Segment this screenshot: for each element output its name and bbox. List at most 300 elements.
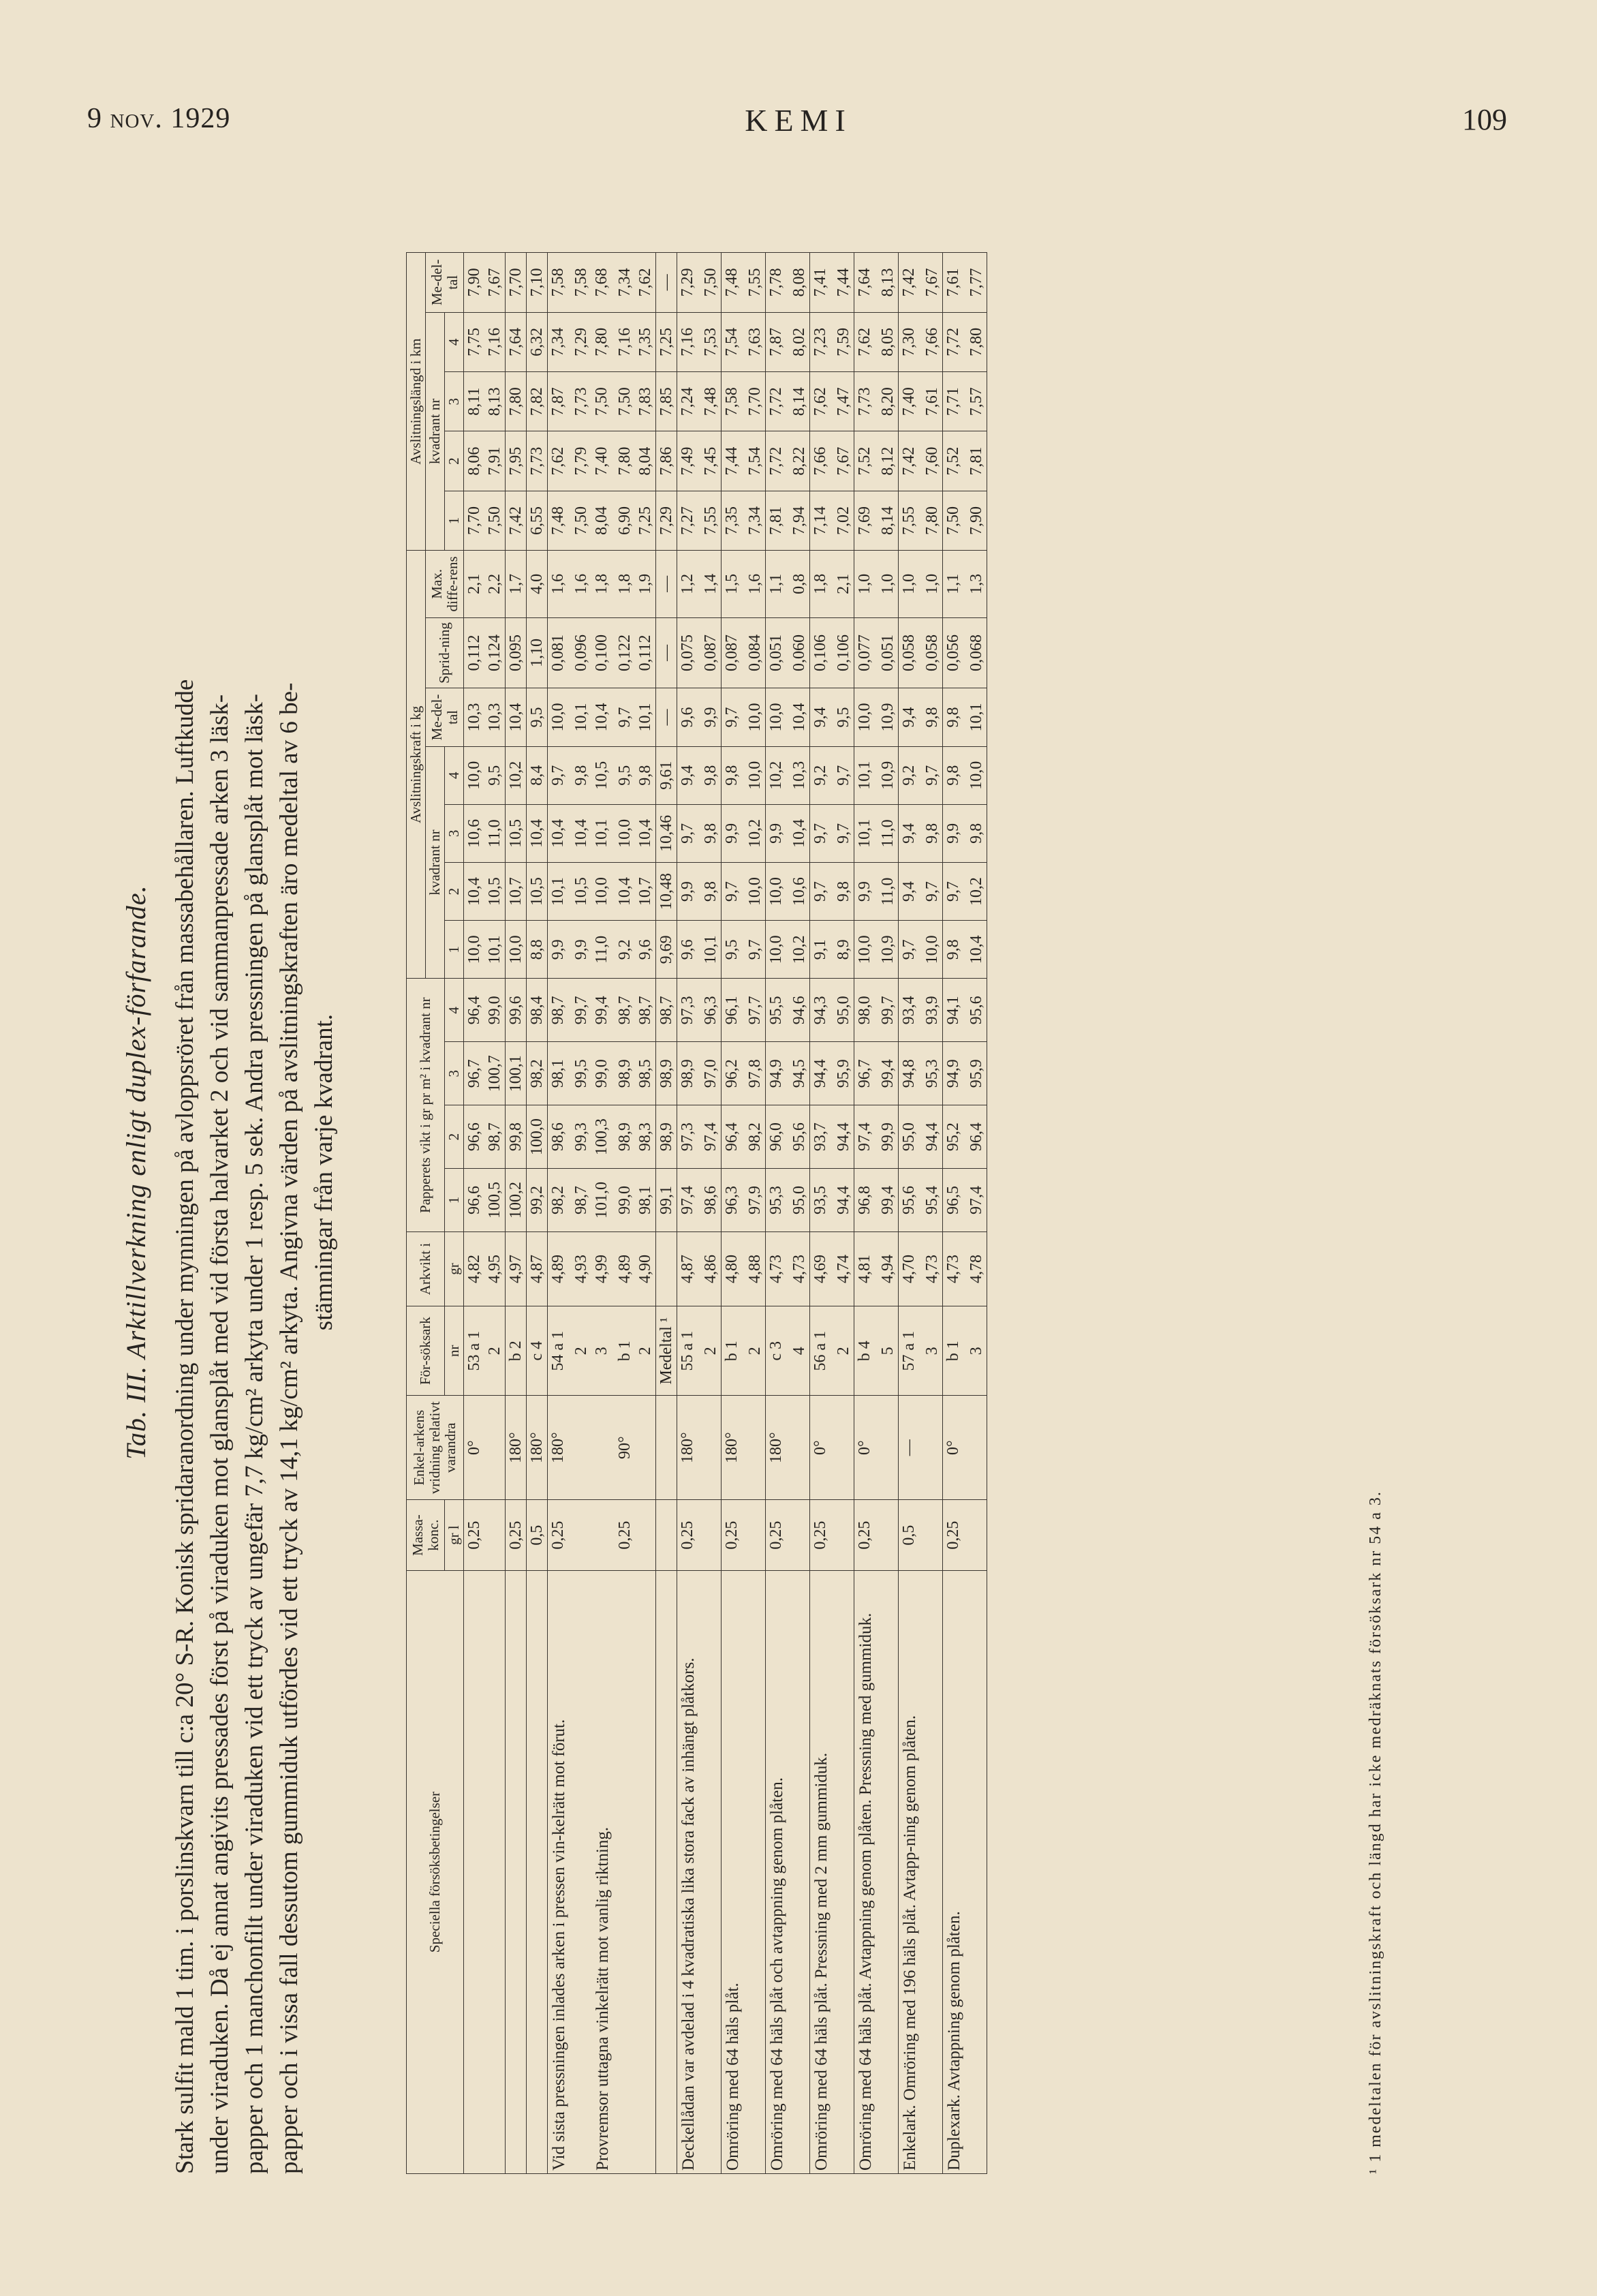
cell-kraft-q1: 9,6	[677, 921, 701, 979]
cell-kraft-q4: 10,1	[854, 746, 878, 804]
cell-spridning: 0,124	[484, 617, 506, 688]
cell-arkvikt: 4,99	[591, 1231, 615, 1306]
cell-vikt-q1: 96,3	[722, 1169, 745, 1232]
cell-kraft-q2: 10,48	[656, 863, 677, 921]
table-row	[899, 253, 922, 2174]
cell-langd-q2: 7,40	[591, 431, 615, 491]
intro-line: Stark sulfit mald 1 tim. i porslinskvarn till c:a 20° S-R. Konisk spridaranordning under mynningen på avloppsröret från massabehållaren. Luftkudde	[171, 679, 199, 2174]
cell-maxdiff: 1,0	[922, 551, 943, 617]
cell-conditions	[878, 1571, 899, 2174]
cell-langd-medeltal: 8,08	[789, 253, 810, 313]
header-journal: KEMI	[745, 103, 852, 138]
cell-enkel: 180°	[548, 1396, 572, 1500]
cell-vikt-q4: 96,4	[464, 979, 485, 1042]
cell-arkvikt: 4,97	[506, 1231, 527, 1306]
cell-forsok: c 4	[527, 1306, 548, 1396]
cell-kraft-q2: 10,7	[635, 863, 656, 921]
cell-kraft-q2: 10,2	[966, 863, 987, 921]
cell-langd-q1: 7,50	[943, 491, 967, 550]
cell-vikt-q3: 98,2	[527, 1042, 548, 1105]
rotated-table-section	[120, 170, 1401, 2174]
cell-vikt-q2: 98,7	[484, 1105, 506, 1169]
col-massa: Massa-konc.	[407, 1500, 445, 1571]
cell-conditions: Omröring med 64 häls plåt. Pressning med 2 mm gummiduk.	[810, 1571, 834, 2174]
cell-langd-q4: 7,64	[506, 312, 527, 371]
cell-langd-q2: 7,44	[722, 431, 745, 491]
cell-vikt-q2: 95,2	[943, 1105, 967, 1169]
cell-langd-q4: 7,25	[656, 312, 677, 371]
cell-enkel: 180°	[527, 1396, 548, 1500]
cell-maxdiff: 1,8	[591, 551, 615, 617]
cell-langd-medeltal: 8,13	[878, 253, 899, 313]
cell-forsok: 2	[635, 1306, 656, 1396]
table-row	[615, 253, 635, 2174]
cell-arkvikt: 4,73	[943, 1231, 967, 1306]
cell-arkvikt: 4,78	[966, 1231, 987, 1306]
cell-langd-q2: 7,66	[810, 431, 834, 491]
cell-langd-q3: 7,40	[899, 372, 922, 431]
cell-spridning: 0,106	[810, 617, 834, 688]
cell-spridning: 0,122	[615, 617, 635, 688]
cell-langd-medeltal: 7,90	[464, 253, 485, 313]
cell-kraft-q3: 10,5	[506, 804, 527, 862]
cell-massa	[922, 1500, 943, 1571]
cell-langd-q4: 7,23	[810, 312, 834, 371]
cell-kraft-q4: 9,2	[899, 746, 922, 804]
cell-langd-q3: 7,58	[722, 372, 745, 431]
cell-langd-medeltal: 7,61	[943, 253, 967, 313]
cell-langd-q1: 7,34	[745, 491, 766, 550]
cell-vikt-q2: 99,3	[571, 1105, 591, 1169]
cell-kraft-q2: 10,0	[766, 863, 790, 921]
cell-maxdiff: 2,1	[464, 551, 485, 617]
cell-langd-q4: 7,62	[854, 312, 878, 371]
cell-kraft-q2: 10,4	[615, 863, 635, 921]
cell-massa: 0,25	[810, 1500, 834, 1571]
cell-langd-q2: 7,79	[571, 431, 591, 491]
cell-vikt-q1: 96,6	[464, 1169, 485, 1232]
cell-langd-q1: 7,42	[506, 491, 527, 550]
cell-vikt-q4: 94,1	[943, 979, 967, 1042]
cell-vikt-q4: 93,4	[899, 979, 922, 1042]
cell-vikt-q3: 96,7	[464, 1042, 485, 1105]
cell-langd-q1: 6,90	[615, 491, 635, 550]
cell-langd-q3: 7,72	[766, 372, 790, 431]
cell-kraft-q3: 9,8	[922, 804, 943, 862]
cell-vikt-q2: 94,4	[833, 1105, 854, 1169]
col-langd-q2: 2	[445, 431, 464, 491]
table-row	[833, 253, 854, 2174]
col-kraft-q1: 1	[445, 921, 464, 979]
cell-forsok: 55 a 1	[677, 1306, 701, 1396]
col-arkvikt-unit: gr	[445, 1231, 464, 1306]
cell-langd-q2: 7,54	[745, 431, 766, 491]
cell-vikt-q1: 93,5	[810, 1169, 834, 1232]
cell-vikt-q2: 100,0	[527, 1105, 548, 1169]
cell-forsok: 2	[833, 1306, 854, 1396]
cell-langd-q4: 7,87	[766, 312, 790, 371]
cell-maxdiff: 1,6	[571, 551, 591, 617]
cell-langd-q1: 6,55	[527, 491, 548, 550]
cell-enkel: 0°	[810, 1396, 834, 1500]
cell-kraft-q1: 9,5	[722, 921, 745, 979]
cell-langd-medeltal: 7,58	[548, 253, 572, 313]
cell-vikt-q3: 95,3	[922, 1042, 943, 1105]
cell-kraft-q1: 10,0	[922, 921, 943, 979]
cell-conditions	[922, 1571, 943, 2174]
cell-langd-q1: 7,48	[548, 491, 572, 550]
cell-kraft-q2: 10,4	[464, 863, 485, 921]
cell-kraft-medeltal: 9,8	[943, 688, 967, 746]
cell-vikt-q1: 101,0	[591, 1169, 615, 1232]
cell-conditions	[484, 1571, 506, 2174]
cell-enkel	[656, 1396, 677, 1500]
cell-langd-q2: 7,62	[548, 431, 572, 491]
cell-langd-q4: 7,53	[700, 312, 722, 371]
cell-kraft-q3: 9,7	[833, 804, 854, 862]
cell-kraft-medeltal: 10,0	[854, 688, 878, 746]
cell-kraft-medeltal: 10,0	[745, 688, 766, 746]
table-row	[810, 253, 834, 2174]
cell-massa	[789, 1500, 810, 1571]
cell-langd-q3: 7,85	[656, 372, 677, 431]
cell-spridning: 0,106	[833, 617, 854, 688]
cell-kraft-q4: 9,8	[571, 746, 591, 804]
cell-langd-q2: 8,04	[635, 431, 656, 491]
cell-massa: 0,5	[527, 1500, 548, 1571]
cell-vikt-q4: 96,1	[722, 979, 745, 1042]
cell-kraft-q3: 10,4	[789, 804, 810, 862]
cell-langd-q2: 7,42	[899, 431, 922, 491]
cell-kraft-q1: 11,0	[591, 921, 615, 979]
cell-conditions	[571, 1571, 591, 2174]
cell-vikt-q2: 98,2	[745, 1105, 766, 1169]
cell-forsok: 5	[878, 1306, 899, 1396]
col-spridning: Sprid-ning	[426, 617, 464, 688]
cell-kraft-medeltal: 10,0	[766, 688, 790, 746]
cell-vikt-q3: 99,4	[878, 1042, 899, 1105]
cell-massa: 0,25	[722, 1500, 745, 1571]
cell-kraft-medeltal: 9,7	[722, 688, 745, 746]
cell-maxdiff: 1,5	[722, 551, 745, 617]
cell-vikt-q1: 96,8	[854, 1169, 878, 1232]
table-row	[527, 253, 548, 2174]
cell-massa: 0,25	[615, 1500, 635, 1571]
cell-langd-q4: 7,72	[943, 312, 967, 371]
cell-vikt-q3: 96,2	[722, 1042, 745, 1105]
cell-enkel: 0°	[943, 1396, 967, 1500]
cell-enkel	[922, 1396, 943, 1500]
cell-conditions	[833, 1571, 854, 2174]
cell-kraft-q3: 11,0	[878, 804, 899, 862]
cell-forsok: 3	[922, 1306, 943, 1396]
cell-vikt-q1: 99,0	[615, 1169, 635, 1232]
cell-kraft-medeltal: 9,8	[922, 688, 943, 746]
col-vikt-q2: 2	[445, 1105, 464, 1169]
cell-langd-q4: 7,34	[548, 312, 572, 371]
cell-spridning: 0,068	[966, 617, 987, 688]
cell-conditions	[789, 1571, 810, 2174]
cell-kraft-q1: 10,1	[700, 921, 722, 979]
cell-langd-q4: 8,05	[878, 312, 899, 371]
cell-enkel	[571, 1396, 591, 1500]
cell-langd-q4: 7,16	[484, 312, 506, 371]
cell-kraft-medeltal: 10,1	[571, 688, 591, 746]
cell-vikt-q1: 97,4	[966, 1169, 987, 1232]
cell-langd-medeltal: 7,41	[810, 253, 834, 313]
cell-massa: 0,5	[899, 1500, 922, 1571]
cell-langd-medeltal: 7,10	[527, 253, 548, 313]
cell-vikt-q2: 96,4	[966, 1105, 987, 1169]
cell-langd-q3: 7,73	[854, 372, 878, 431]
cell-maxdiff: 1,3	[966, 551, 987, 617]
cell-kraft-q1: 10,0	[506, 921, 527, 979]
cell-kraft-q3: 9,8	[700, 804, 722, 862]
results-table-body	[464, 253, 987, 2174]
cell-enkel	[789, 1396, 810, 1500]
cell-arkvikt: 4,87	[527, 1231, 548, 1306]
cell-langd-medeltal: 7,29	[677, 253, 701, 313]
cell-massa	[745, 1500, 766, 1571]
cell-kraft-q2: 10,5	[484, 863, 506, 921]
cell-enkel: —	[899, 1396, 922, 1500]
intro-line: papper och 1 manchonfilt under viraduken vid ett tryck av ungefär 7,7 kg/cm² arkyta under 1 resp. 5 sek. Andra pressningen på glansplåt mot läsk-	[241, 694, 268, 2174]
cell-vikt-q3: 98,9	[656, 1042, 677, 1105]
table-row	[745, 253, 766, 2174]
cell-kraft-q2: 9,9	[677, 863, 701, 921]
cell-kraft-q4: 9,4	[677, 746, 701, 804]
cell-arkvikt: 4,87	[677, 1231, 701, 1306]
cell-arkvikt	[656, 1231, 677, 1306]
cell-vikt-q3: 98,1	[548, 1042, 572, 1105]
cell-kraft-q1: 10,4	[966, 921, 987, 979]
cell-langd-medeltal: 7,64	[854, 253, 878, 313]
cell-forsok: 54 a 1	[548, 1306, 572, 1396]
cell-forsok: b 1	[943, 1306, 967, 1396]
cell-arkvikt: 4,89	[615, 1231, 635, 1306]
cell-kraft-medeltal: 10,1	[635, 688, 656, 746]
table-title: Tab. III. Arktillverkning enligt duplex-förfarande.	[121, 885, 151, 1460]
cell-kraft-q4: 9,5	[484, 746, 506, 804]
cell-forsok: 57 a 1	[899, 1306, 922, 1396]
cell-langd-q4: 7,54	[722, 312, 745, 371]
cell-kraft-q1: 9,7	[745, 921, 766, 979]
cell-kraft-q3: 9,7	[677, 804, 701, 862]
cell-kraft-q1: 9,9	[548, 921, 572, 979]
cell-forsok: 2	[484, 1306, 506, 1396]
cell-massa: 0,25	[766, 1500, 790, 1571]
cell-langd-q3: 8,11	[464, 372, 485, 431]
cell-kraft-q1: 10,0	[766, 921, 790, 979]
cell-langd-medeltal: 7,55	[745, 253, 766, 313]
table-row	[484, 253, 506, 2174]
cell-kraft-q3: 11,0	[484, 804, 506, 862]
cell-kraft-q2: 9,8	[700, 863, 722, 921]
cell-vikt-q4: 95,6	[966, 979, 987, 1042]
cell-kraft-q1: 10,9	[878, 921, 899, 979]
cell-kraft-q4: 9,5	[615, 746, 635, 804]
cell-langd-q4: 7,30	[899, 312, 922, 371]
col-enkel: Enkel-arkens vridning relativt varandra	[407, 1396, 464, 1500]
cell-enkel	[745, 1396, 766, 1500]
col-langd-q1: 1	[445, 491, 464, 550]
cell-langd-q4: 8,02	[789, 312, 810, 371]
cell-kraft-q3: 10,4	[571, 804, 591, 862]
cell-spridning: 0,056	[943, 617, 967, 688]
cell-kraft-medeltal: 9,6	[677, 688, 701, 746]
cell-kraft-q3: 10,1	[854, 804, 878, 862]
cell-forsok: 2	[700, 1306, 722, 1396]
cell-kraft-q3: 10,46	[656, 804, 677, 862]
cell-conditions: Deckellådan var avdelad i 4 kvadratiska lika stora fack av inhängt plåtkors.	[677, 1571, 701, 2174]
table-row	[943, 253, 967, 2174]
cell-maxdiff: 1,2	[677, 551, 701, 617]
cell-kraft-q4: 8,4	[527, 746, 548, 804]
cell-vikt-q4: 99,7	[571, 979, 591, 1042]
cell-langd-q2: 8,22	[789, 431, 810, 491]
cell-kraft-medeltal: 9,4	[810, 688, 834, 746]
cell-kraft-q4: 9,7	[548, 746, 572, 804]
cell-kraft-medeltal: 10,4	[789, 688, 810, 746]
cell-vikt-q2: 96,0	[766, 1105, 790, 1169]
table-row	[722, 253, 745, 2174]
cell-massa	[571, 1500, 591, 1571]
cell-vikt-q1: 99,2	[527, 1169, 548, 1232]
cell-arkvikt: 4,89	[548, 1231, 572, 1306]
cell-kraft-q3: 10,2	[745, 804, 766, 862]
cell-vikt-q1: 97,9	[745, 1169, 766, 1232]
cell-vikt-q4: 99,6	[506, 979, 527, 1042]
table-row	[966, 253, 987, 2174]
cell-langd-q1: 7,50	[484, 491, 506, 550]
cell-vikt-q3: 94,4	[810, 1042, 834, 1105]
cell-vikt-q1: 95,0	[789, 1169, 810, 1232]
cell-vikt-q2: 97,4	[700, 1105, 722, 1169]
cell-maxdiff: 1,6	[745, 551, 766, 617]
cell-kraft-q4: 10,5	[591, 746, 615, 804]
col-vikt-q4: 4	[445, 979, 464, 1042]
cell-enkel: 180°	[506, 1396, 527, 1500]
cell-kraft-q4: 9,8	[943, 746, 967, 804]
cell-vikt-q2: 97,4	[854, 1105, 878, 1169]
cell-arkvikt: 4,73	[922, 1231, 943, 1306]
cell-langd-q1: 8,04	[591, 491, 615, 550]
cell-conditions: Duplexark. Avtappning genom plåten.	[943, 1571, 967, 2174]
cell-vikt-q2: 98,9	[615, 1105, 635, 1169]
cell-kraft-medeltal: 10,4	[591, 688, 615, 746]
cell-kraft-q4: 9,7	[833, 746, 854, 804]
cell-maxdiff: 1,0	[854, 551, 878, 617]
cell-conditions: Omröring med 64 häls plåt. Avtappning genom plåten. Pressning med gummiduk.	[854, 1571, 878, 2174]
cell-kraft-q4: 9,8	[700, 746, 722, 804]
cell-langd-q1: 7,69	[854, 491, 878, 550]
cell-vikt-q4: 98,7	[548, 979, 572, 1042]
cell-langd-q3: 7,48	[700, 372, 722, 431]
cell-kraft-q1: 9,69	[656, 921, 677, 979]
cell-maxdiff: 2,1	[833, 551, 854, 617]
cell-vikt-q1: 95,3	[766, 1169, 790, 1232]
cell-kraft-q4: 10,2	[506, 746, 527, 804]
cell-kraft-q4: 10,9	[878, 746, 899, 804]
cell-vikt-q3: 94,9	[766, 1042, 790, 1105]
table-row	[922, 253, 943, 2174]
cell-spridning: 0,095	[506, 617, 527, 688]
cell-kraft-q1: 9,1	[810, 921, 834, 979]
cell-conditions	[966, 1571, 987, 2174]
cell-langd-q4: 6,32	[527, 312, 548, 371]
cell-massa	[833, 1500, 854, 1571]
cell-langd-q2: 7,72	[766, 431, 790, 491]
cell-massa	[878, 1500, 899, 1571]
cell-arkvikt: 4,82	[464, 1231, 485, 1306]
cell-langd-medeltal: 7,50	[700, 253, 722, 313]
cell-vikt-q2: 99,9	[878, 1105, 899, 1169]
header-page-number: 109	[1462, 103, 1507, 136]
cell-conditions: Enkelark. Omröring med 196 häls plåt. Avtapp-ning genom plåten.	[899, 1571, 922, 2174]
cell-vikt-q2: 99,8	[506, 1105, 527, 1169]
cell-vikt-q2: 96,6	[464, 1105, 485, 1169]
cell-conditions	[615, 1571, 635, 2174]
cell-spridning: 0,100	[591, 617, 615, 688]
col-kraft-q3: 3	[445, 804, 464, 862]
cell-langd-q1: 7,55	[700, 491, 722, 550]
cell-kraft-q2: 9,8	[833, 863, 854, 921]
cell-kraft-q4: 9,7	[922, 746, 943, 804]
cell-kraft-q1: 9,9	[571, 921, 591, 979]
cell-conditions	[656, 1571, 677, 2174]
table-row	[506, 253, 527, 2174]
cell-arkvikt: 4,69	[810, 1231, 834, 1306]
cell-enkel	[878, 1396, 899, 1500]
cell-arkvikt: 4,95	[484, 1231, 506, 1306]
cell-spridning: 0,087	[722, 617, 745, 688]
cell-langd-q2: 7,52	[854, 431, 878, 491]
cell-kraft-medeltal: 10,1	[966, 688, 987, 746]
cell-kraft-q4: 10,2	[766, 746, 790, 804]
cell-kraft-medeltal: —	[656, 688, 677, 746]
cell-vikt-q4: 98,7	[656, 979, 677, 1042]
cell-spridning: 0,112	[464, 617, 485, 688]
col-kraft-q2: 2	[445, 863, 464, 921]
col-group-langd: Avslitningslängd i km	[407, 253, 426, 551]
cell-maxdiff: 1,1	[766, 551, 790, 617]
cell-kraft-q4: 10,0	[966, 746, 987, 804]
cell-vikt-q3: 94,8	[899, 1042, 922, 1105]
cell-langd-q4: 7,80	[591, 312, 615, 371]
cell-conditions	[464, 1571, 485, 2174]
cell-vikt-q4: 98,7	[635, 979, 656, 1042]
cell-langd-q3: 7,50	[615, 372, 635, 431]
col-group-vikt: Papperets vikt i gr pr m² i kvadrant nr	[407, 979, 445, 1231]
cell-langd-q1: 7,29	[656, 491, 677, 550]
cell-langd-q1: 7,70	[464, 491, 485, 550]
cell-vikt-q4: 95,0	[833, 979, 854, 1042]
cell-langd-q3: 7,83	[635, 372, 656, 431]
cell-langd-q3: 7,61	[922, 372, 943, 431]
cell-langd-medeltal: 7,70	[506, 253, 527, 313]
cell-langd-medeltal: 7,68	[591, 253, 615, 313]
cell-vikt-q2: 95,6	[789, 1105, 810, 1169]
cell-kraft-medeltal: 9,7	[615, 688, 635, 746]
cell-langd-medeltal: 7,44	[833, 253, 854, 313]
cell-arkvikt: 4,70	[899, 1231, 922, 1306]
cell-arkvikt: 4,74	[833, 1231, 854, 1306]
cell-arkvikt: 4,88	[745, 1231, 766, 1306]
cell-vikt-q3: 94,5	[789, 1042, 810, 1105]
cell-langd-q1: 7,80	[922, 491, 943, 550]
cell-langd-q3: 7,50	[591, 372, 615, 431]
footnote: ¹ 1 medeltalen för avslitningskraft och längd har icke medräknats försöksark nr 54 a 3.	[1367, 1490, 1384, 2174]
